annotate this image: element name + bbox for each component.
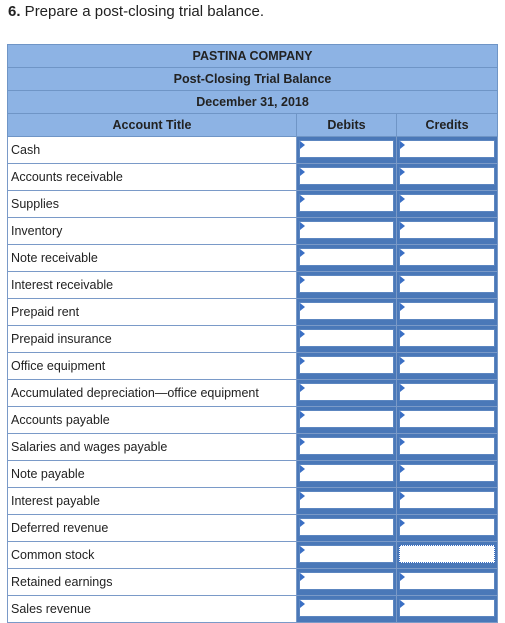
debit-cell (297, 569, 397, 596)
dropdown-marker-icon (300, 249, 305, 257)
credit-cell (397, 434, 498, 461)
dropdown-marker-icon (300, 303, 305, 311)
table-row (8, 218, 498, 245)
credit-input[interactable] (399, 248, 495, 266)
dropdown-marker-icon (300, 384, 305, 392)
dropdown-marker-icon (400, 330, 405, 338)
debit-cell (297, 245, 397, 272)
credit-cell (397, 245, 498, 272)
debit-input[interactable] (299, 302, 394, 320)
table-row (8, 164, 498, 191)
account-title-cell: Retained earnings (8, 569, 297, 596)
dropdown-marker-icon (400, 276, 405, 284)
table-row (8, 191, 498, 218)
debit-input[interactable] (299, 599, 394, 617)
table-row (8, 542, 498, 569)
debit-input[interactable] (299, 572, 394, 590)
credit-input[interactable] (399, 437, 495, 455)
dropdown-marker-icon (400, 438, 405, 446)
dropdown-marker-icon (400, 492, 405, 500)
question-text: Prepare a post-closing trial balance. (20, 3, 264, 20)
dropdown-marker-icon (400, 249, 405, 257)
table-row (8, 569, 498, 596)
dropdown-marker-icon (300, 411, 305, 419)
question-number: 6. (8, 3, 21, 20)
dropdown-marker-icon (400, 222, 405, 230)
credit-cell (397, 542, 498, 569)
debit-input[interactable] (299, 167, 394, 185)
account-title-cell: Salaries and wages payable (8, 434, 297, 461)
column-header-credits: Credits (397, 114, 498, 137)
column-header-debits: Debits (297, 114, 397, 137)
dropdown-marker-icon (300, 438, 305, 446)
dropdown-marker-icon (400, 411, 405, 419)
trial-balance-table (7, 44, 498, 623)
credit-input[interactable] (399, 383, 495, 401)
account-title-cell: Deferred revenue (8, 515, 297, 542)
debit-input[interactable] (299, 383, 394, 401)
account-title-cell: Office equipment (8, 353, 297, 380)
dropdown-marker-icon (300, 195, 305, 203)
credit-input[interactable] (399, 275, 495, 293)
dropdown-marker-icon (400, 303, 405, 311)
account-title-cell: Note receivable (8, 245, 297, 272)
dropdown-marker-icon (300, 546, 305, 554)
dropdown-marker-icon (400, 519, 405, 527)
credit-cell (397, 407, 498, 434)
debit-cell (297, 542, 397, 569)
credit-cell (397, 218, 498, 245)
account-title-cell: Prepaid rent (8, 299, 297, 326)
debit-cell (297, 407, 397, 434)
account-title-cell: Note payable (8, 461, 297, 488)
credit-input[interactable] (399, 464, 495, 482)
account-title-cell: Accounts receivable (8, 164, 297, 191)
debit-input[interactable] (299, 410, 394, 428)
debit-cell (297, 596, 397, 623)
debit-input[interactable] (299, 545, 394, 563)
table-row (8, 461, 498, 488)
debit-input[interactable] (299, 437, 394, 455)
debit-cell (297, 515, 397, 542)
debit-cell (297, 488, 397, 515)
table-row (8, 407, 498, 434)
account-title-cell: Common stock (8, 542, 297, 569)
credit-cell (397, 299, 498, 326)
dropdown-marker-icon (400, 195, 405, 203)
statement-date: December 31, 2018 (8, 91, 498, 114)
debit-input[interactable] (299, 248, 394, 266)
credit-cell (397, 515, 498, 542)
debit-cell (297, 299, 397, 326)
dropdown-marker-icon (300, 492, 305, 500)
debit-cell (297, 164, 397, 191)
debit-input[interactable] (299, 275, 394, 293)
dropdown-marker-icon (400, 357, 405, 365)
credit-cell (397, 164, 498, 191)
debit-cell (297, 137, 397, 164)
dropdown-marker-icon (400, 384, 405, 392)
account-title-cell: Supplies (8, 191, 297, 218)
debit-input[interactable] (299, 140, 394, 158)
debit-cell (297, 272, 397, 299)
debit-cell (297, 326, 397, 353)
debit-input[interactable] (299, 194, 394, 212)
company-name: PASTINA COMPANY (8, 45, 498, 68)
column-header-account-title: Account Title (8, 114, 297, 137)
table-row (8, 434, 498, 461)
account-title-cell: Prepaid insurance (8, 326, 297, 353)
credit-cell (397, 461, 498, 488)
debit-input[interactable] (299, 221, 394, 239)
debit-cell (297, 353, 397, 380)
credit-cell (397, 272, 498, 299)
credit-cell (397, 353, 498, 380)
credit-input[interactable] (399, 167, 495, 185)
dropdown-marker-icon (400, 168, 405, 176)
account-title-cell: Interest receivable (8, 272, 297, 299)
dropdown-marker-icon (300, 168, 305, 176)
debit-cell (297, 218, 397, 245)
credit-input[interactable] (399, 599, 495, 617)
dropdown-marker-icon (300, 519, 305, 527)
credit-cell (397, 596, 498, 623)
table-row (8, 272, 498, 299)
table-row (8, 137, 498, 164)
debit-input[interactable] (299, 329, 394, 347)
table-row (8, 488, 498, 515)
table-row (8, 596, 498, 623)
dropdown-marker-icon (300, 465, 305, 473)
credit-input[interactable] (399, 221, 495, 239)
debit-input[interactable] (299, 491, 394, 509)
credit-cell (397, 326, 498, 353)
dropdown-marker-icon (300, 330, 305, 338)
debit-input[interactable] (299, 518, 394, 536)
credit-input[interactable] (399, 194, 495, 212)
credit-input[interactable] (399, 518, 495, 536)
credit-input[interactable] (399, 491, 495, 509)
account-title-cell: Accumulated depreciation—office equipment (8, 380, 297, 407)
credit-input[interactable] (399, 356, 495, 374)
account-title-cell: Interest payable (8, 488, 297, 515)
table-row (8, 245, 498, 272)
dropdown-marker-icon (300, 600, 305, 608)
dropdown-marker-icon (400, 141, 405, 149)
statement-title: Post-Closing Trial Balance (8, 68, 498, 91)
credit-input[interactable] (399, 572, 495, 590)
table-row (8, 515, 498, 542)
dropdown-marker-icon (300, 573, 305, 581)
dropdown-marker-icon (400, 465, 405, 473)
dropdown-marker-icon (400, 600, 405, 608)
account-title-cell: Accounts payable (8, 407, 297, 434)
dropdown-marker-icon (300, 141, 305, 149)
account-title-cell: Cash (8, 137, 297, 164)
credit-input[interactable] (399, 329, 495, 347)
dropdown-marker-icon (300, 276, 305, 284)
dropdown-marker-icon (300, 222, 305, 230)
dropdown-marker-icon (300, 357, 305, 365)
account-title-cell: Sales revenue (8, 596, 297, 623)
table-row (8, 326, 498, 353)
table-row (8, 299, 498, 326)
credit-input[interactable] (399, 545, 495, 563)
credit-cell (397, 380, 498, 407)
account-title-cell: Inventory (8, 218, 297, 245)
dropdown-marker-icon (400, 573, 405, 581)
credit-cell (397, 191, 498, 218)
credit-input[interactable] (399, 410, 495, 428)
credit-cell (397, 488, 498, 515)
debit-cell (297, 434, 397, 461)
debit-cell (297, 191, 397, 218)
credit-cell (397, 137, 498, 164)
debit-input[interactable] (299, 464, 394, 482)
table-row (8, 380, 498, 407)
debit-input[interactable] (299, 356, 394, 374)
account-rows (8, 137, 498, 623)
debit-cell (297, 461, 397, 488)
question-prompt (8, 2, 264, 22)
table-row (8, 353, 498, 380)
credit-input[interactable] (399, 140, 495, 158)
credit-input[interactable] (399, 302, 495, 320)
credit-cell (397, 569, 498, 596)
debit-cell (297, 380, 397, 407)
